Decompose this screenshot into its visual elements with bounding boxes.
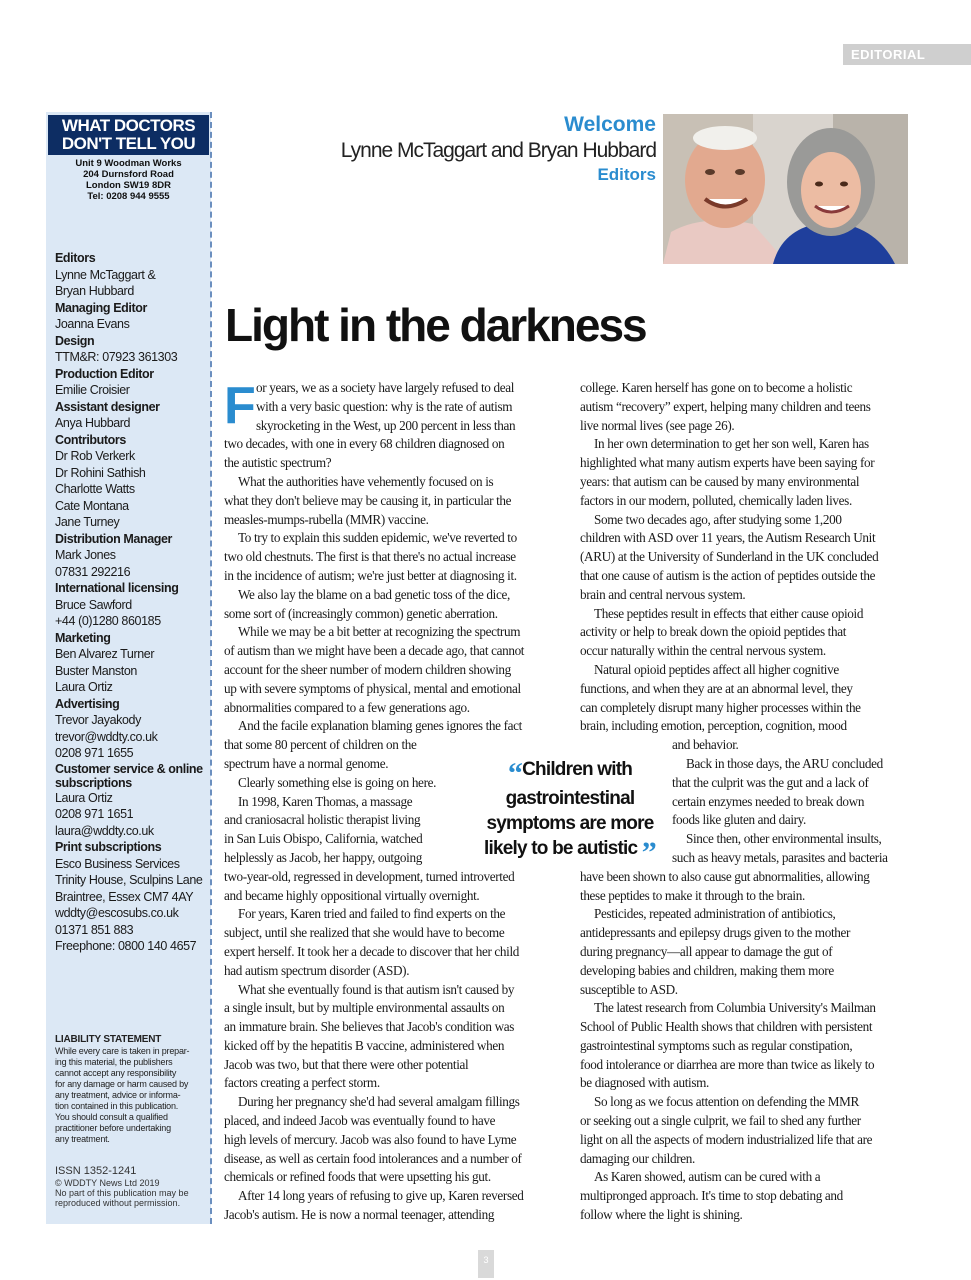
- staff-name: laura@wddty.co.uk: [55, 823, 154, 838]
- article-line: In her own determination to get her son well, Karen has: [594, 436, 869, 452]
- staff-role: Contributors: [55, 432, 126, 447]
- article-line: While we may be a bit better at recognizing the spectrum: [238, 624, 521, 640]
- article-line: functions, and when they are at an abnormal level, they: [580, 680, 853, 696]
- liability-line: cannot accept any responsibility: [55, 1068, 177, 1078]
- staff-name: Esco Business Services: [55, 856, 180, 871]
- article-line: foods like gluten and dairy.: [672, 812, 807, 828]
- article-line: a single insult, but by multiple environmental assaults on: [224, 1000, 505, 1016]
- liability-line: You should consult a qualified: [55, 1112, 168, 1122]
- article-line: antidepressants and epilepsy drugs given to the mother: [580, 925, 851, 941]
- article-line: had autism spectrum disorder (ASD).: [224, 962, 410, 978]
- staff-name: Dr Rohini Sathish: [55, 465, 146, 480]
- article-line: During her pregnancy she'd had several amalgam fillings: [238, 1094, 520, 1110]
- article-line: We also lay the blame on a bad genetic toss of the dice,: [238, 586, 510, 602]
- staff-name: Lynne McTaggart &: [55, 267, 156, 282]
- drop-cap: F: [224, 377, 256, 435]
- welcome-block: [300, 112, 656, 186]
- article-line: To try to explain this sudden epidemic, we've reverted to: [238, 530, 517, 546]
- staff-name: Cate Montana: [55, 498, 129, 513]
- article-line: or seeking out a single culprit, we fail to shed any further: [580, 1113, 861, 1129]
- article-line: kicked off by the hepatitis B vaccine, administered when: [224, 1037, 505, 1053]
- staff-name: Trevor Jayakody: [55, 713, 141, 727]
- staff-name: Mark Jones: [55, 548, 116, 562]
- issn-block: [55, 1165, 205, 1208]
- article-line: account for the sheer number of modern children showing: [224, 661, 511, 677]
- article-line: be diagnosed with autism.: [580, 1075, 709, 1091]
- article-line: multipronged approach. It's time to stop debating and: [580, 1188, 843, 1204]
- staff-name: Laura Ortiz: [55, 680, 113, 694]
- article-line: factors creating a perfect storm.: [224, 1075, 380, 1091]
- article-line: highlighted what many autism experts have been saying for: [580, 455, 875, 471]
- staff-name: Freephone: 0800 140 4657: [55, 939, 197, 953]
- pull-quote-line: Children with: [522, 759, 633, 780]
- article-line: Pesticides, repeated administration of antibiotics,: [594, 906, 836, 922]
- article-line: gastrointestinal symptoms such as regular constipation,: [580, 1037, 853, 1053]
- staff-name: Trinity House, Sculpins Lane: [55, 873, 203, 887]
- article-line: what they don't believe may be causing it, in particular the: [224, 492, 512, 508]
- liability-line: for any damage or harm caused by: [55, 1079, 189, 1089]
- article-line: can completely disrupt many higher processes within the: [580, 699, 861, 715]
- article-line: After 14 long years of refusing to give up, Karen reversed: [238, 1188, 524, 1204]
- liability-statement: [55, 1034, 205, 1145]
- publication-logo: [48, 115, 209, 155]
- article-line: two-year-old, regressed in development, turned introverted: [224, 868, 515, 884]
- pull-quote-line: gastrointestinal: [505, 788, 635, 809]
- staff-name: 0208 971 1651: [55, 807, 134, 821]
- staff-role: Print subscriptions: [55, 840, 162, 854]
- article-line: and behavior.: [672, 737, 739, 753]
- article-line: Jacob was two, but that there were other potential: [224, 1056, 469, 1072]
- article-line: In 1998, Karen Thomas, a massage: [238, 793, 413, 809]
- article-line: occur naturally within the central nervous system.: [580, 643, 826, 659]
- staff-name: Ben Alvarez Turner: [55, 647, 155, 661]
- article-line: and craniosacral holistic therapist living: [224, 812, 421, 828]
- article-line: For years, Karen tried and failed to find experts on the: [238, 906, 506, 922]
- article-line: the autistic spectrum?: [224, 455, 332, 471]
- section-tab: EDITORIAL: [843, 44, 971, 65]
- article-line: with a very basic question: why is the rate of autism: [256, 398, 513, 414]
- logo-line-1: WHAT DOCTORS: [61, 116, 196, 135]
- article-line: Jacob's autism. He is now a normal teenager, attending: [224, 1207, 495, 1223]
- article-line: autism “recovery” expert, helping many children and teens: [580, 398, 871, 414]
- article-line: certain enzymes needed to break down: [672, 793, 865, 809]
- article-line: Back in those days, the ARU concluded: [686, 755, 883, 771]
- article-headline: Light in the darkness: [225, 299, 646, 351]
- article-line: placed, and indeed Jacob was eventually found to have: [224, 1113, 496, 1129]
- staff-role: Managing Editor: [55, 300, 147, 315]
- article-line: up with severe symptoms of physical, mental and emotional: [224, 680, 521, 696]
- staff-name: 07831 292216: [55, 564, 131, 579]
- article-line: high levels of mercury. Jacob was also found to have Lyme: [224, 1131, 517, 1147]
- staff-name: +44 (0)1280 860185: [55, 614, 161, 628]
- article-line: or years, we as a society have largely refused to deal: [256, 380, 515, 395]
- article-line: that one cause of autism is the action of peptides outside the: [580, 567, 876, 583]
- sidebar-divider: [210, 112, 212, 1224]
- staff-role: Design: [55, 333, 95, 348]
- staff-name: Laura Ortiz: [55, 790, 113, 805]
- article-line: in San Luis Obispo, California, watched: [224, 831, 423, 847]
- staff-name: Jane Turney: [55, 515, 120, 529]
- article-line: helplessly as Jacob, her happy, outgoing: [224, 849, 422, 865]
- article-line: in the incidence of autism; we're just better at diagnosing it.: [224, 567, 517, 583]
- logo-line-2: DON'T TELL YOU: [61, 134, 196, 153]
- article-line: expert herself. It took her a decade to discover that her child: [224, 943, 520, 959]
- article-line: As Karen showed, autism can be cured with a: [594, 1169, 821, 1185]
- liability-line: ing this material, the publishers: [55, 1057, 173, 1067]
- article-line: years: that autism can be caused by many environmental: [580, 473, 860, 489]
- article-line: brain, including emotion, perception, cognition, mood: [580, 718, 847, 734]
- staff-name: Charlotte Watts: [55, 482, 135, 496]
- article-line: These peptides result in effects that either cause opioid: [594, 605, 864, 621]
- article-line: chemicals or refined foods that were upsetting his gut.: [224, 1169, 491, 1185]
- staff-name: TTM&R: 07923 361303: [55, 350, 178, 364]
- article-line: Natural opioid peptides affect all higher cognitive: [594, 661, 839, 677]
- staff-name: Braintree, Essex CM7 4AY: [55, 889, 194, 904]
- article-line: disease, as well as certain food intolerances and a number of: [224, 1150, 522, 1166]
- staff-name: Buster Manston: [55, 663, 137, 678]
- article-line: damaging our children.: [580, 1150, 695, 1166]
- staff-name: Bryan Hubbard: [55, 284, 134, 298]
- article-line: that the culprit was the gut and a lack of: [672, 774, 869, 790]
- article-line: susceptible to ASD.: [580, 981, 678, 997]
- staff-name: 0208 971 1655: [55, 746, 134, 760]
- article-line: two decades, with one in every 68 children diagnosed on: [224, 436, 505, 452]
- article-line: that some 80 percent of children on the: [224, 737, 417, 753]
- staff-name: wddty@escosubs.co.uk: [55, 906, 179, 920]
- article-line: follow where the light is shining.: [580, 1207, 743, 1223]
- article-line: School of Public Health shows that children with persistent: [580, 1019, 873, 1035]
- copyright-note: No part of this publication may be: [55, 1188, 189, 1198]
- article-line: light on all the aspects of modern industrialized life that are: [580, 1131, 873, 1147]
- article-line: subject, until she realized that she would have to become: [224, 925, 505, 941]
- article-line: of autism than we might have been a decade ago, that cannot: [224, 643, 525, 659]
- article-line: And the facile explanation blaming genes ignores the fact: [238, 718, 522, 734]
- article-line: The latest research from Columbia University's Mailman: [594, 1000, 876, 1016]
- staff-role: Production Editor: [55, 366, 154, 381]
- copyright-line: © WDDTY News Ltd 2019: [55, 1178, 160, 1188]
- article-line: spectrum have a normal genome.: [224, 755, 389, 771]
- article-line: activity or help to break down the opioid peptides that: [580, 624, 847, 640]
- article-line: during pregnancy—all appear to damage the gut of: [580, 943, 833, 959]
- article-line: such as heavy metals, parasites and bacteria: [672, 849, 888, 865]
- article-line: abnormalities compared to a few generations ago.: [224, 699, 470, 715]
- liability-title: LIABILITY STATEMENT: [55, 1034, 162, 1045]
- issn-number: ISSN 1352-1241: [55, 1165, 137, 1177]
- article-line: an immature brain. She believes that Jacob's condition was: [224, 1019, 515, 1035]
- article-line: and became highly oppositional virtually overnight.: [224, 887, 480, 903]
- article-line: (ARU) at the University of Sunderland in the UK concluded: [580, 549, 879, 565]
- liability-line: practitioner before undertaking: [55, 1123, 171, 1133]
- article-line: measles-mumps-rubella (MMR) vaccine.: [224, 511, 429, 527]
- staff-role: Distribution Manager: [55, 531, 173, 546]
- liability-line: any treatment, advice or informa-: [55, 1090, 181, 1100]
- staff-name: Dr Rob Verkerk: [55, 449, 135, 463]
- article-line: Clearly something else is going on here.: [238, 774, 437, 790]
- close-quote-icon: ”: [641, 836, 656, 869]
- article-line: factors in our modern, polluted, chemically laden lives.: [580, 492, 852, 508]
- address-block: [46, 158, 211, 202]
- welcome-label: Welcome: [564, 113, 656, 136]
- article-line: So long as we focus attention on defending the MMR: [594, 1094, 859, 1110]
- article-line: Some two decades ago, after studying some 1,200: [594, 511, 842, 527]
- pull-quote-line: likely to be autistic: [484, 838, 638, 859]
- staff-role: Assistant designer: [55, 399, 160, 414]
- staff-role: Marketing: [55, 630, 111, 645]
- staff-role: Advertising: [55, 696, 120, 711]
- liability-line: tion contained in this publication.: [55, 1101, 179, 1111]
- staff-name: Joanna Evans: [55, 317, 130, 331]
- address-line: Tel: 0208 944 9555: [87, 191, 170, 202]
- article-line: have been shown to also cause gut abnormalities, allowing: [580, 868, 870, 884]
- liability-line: any treatment.: [55, 1134, 110, 1144]
- staff-name: trevor@wddty.co.uk: [55, 729, 158, 744]
- staff-name: 01371 851 883: [55, 922, 134, 937]
- article-line: children with ASD over 11 years, the Autism Research Unit: [580, 530, 876, 546]
- article-line: live normal lives (see page 26).: [580, 417, 735, 433]
- article-line: What the authorities have vehemently focused on is: [238, 473, 494, 489]
- article-line: two old chestnuts. The first is that there's no actual increase: [224, 549, 516, 565]
- editor-names: Lynne McTaggart and Bryan Hubbard: [340, 139, 656, 162]
- article-line: Since then, other environmental insults,: [686, 831, 882, 847]
- address-line: 204 Durnsford Road: [83, 169, 174, 180]
- article-line: some sort of (increasingly common) genetic aberration.: [224, 605, 498, 621]
- masthead-sidebar: [46, 112, 211, 1224]
- staff-name: Bruce Sawford: [55, 597, 132, 612]
- staff-role: Customer service & online subscriptions: [55, 761, 203, 790]
- staff-role: International licensing: [55, 581, 179, 595]
- staff-name: Anya Hubbard: [55, 416, 131, 430]
- open-quote-icon: “: [507, 757, 523, 790]
- pull-quote: [470, 757, 670, 869]
- page-number: 3: [478, 1250, 494, 1278]
- address-line: Unit 9 Woodman Works: [75, 158, 182, 169]
- editor-role: Editors: [597, 165, 656, 184]
- article-line: these peptides to make it through to the brain.: [580, 887, 805, 903]
- article-line: food intolerance or diarrhea are more than twice as likely to: [580, 1056, 875, 1072]
- staff-list: [55, 250, 210, 955]
- article-line: brain and central nervous system.: [580, 586, 746, 602]
- article-line: What she eventually found is that autism isn't caused by: [238, 981, 515, 997]
- liability-line: While every care is taken in prepar-: [55, 1046, 190, 1056]
- pull-quote-line: symptoms are more: [486, 813, 654, 834]
- address-line: London SW19 8DR: [86, 180, 171, 191]
- editors-photo: [663, 114, 908, 264]
- staff-role: Editors: [55, 251, 96, 265]
- article-line: developing babies and children, making them more: [580, 962, 834, 978]
- article-line: college. Karen herself has gone on to become a holistic: [580, 380, 853, 395]
- copyright-note: reproduced without permission.: [55, 1198, 181, 1208]
- staff-name: Emilie Croisier: [55, 383, 130, 397]
- article-line: skyrocketing in the West, up 200 percent in less than: [256, 417, 516, 433]
